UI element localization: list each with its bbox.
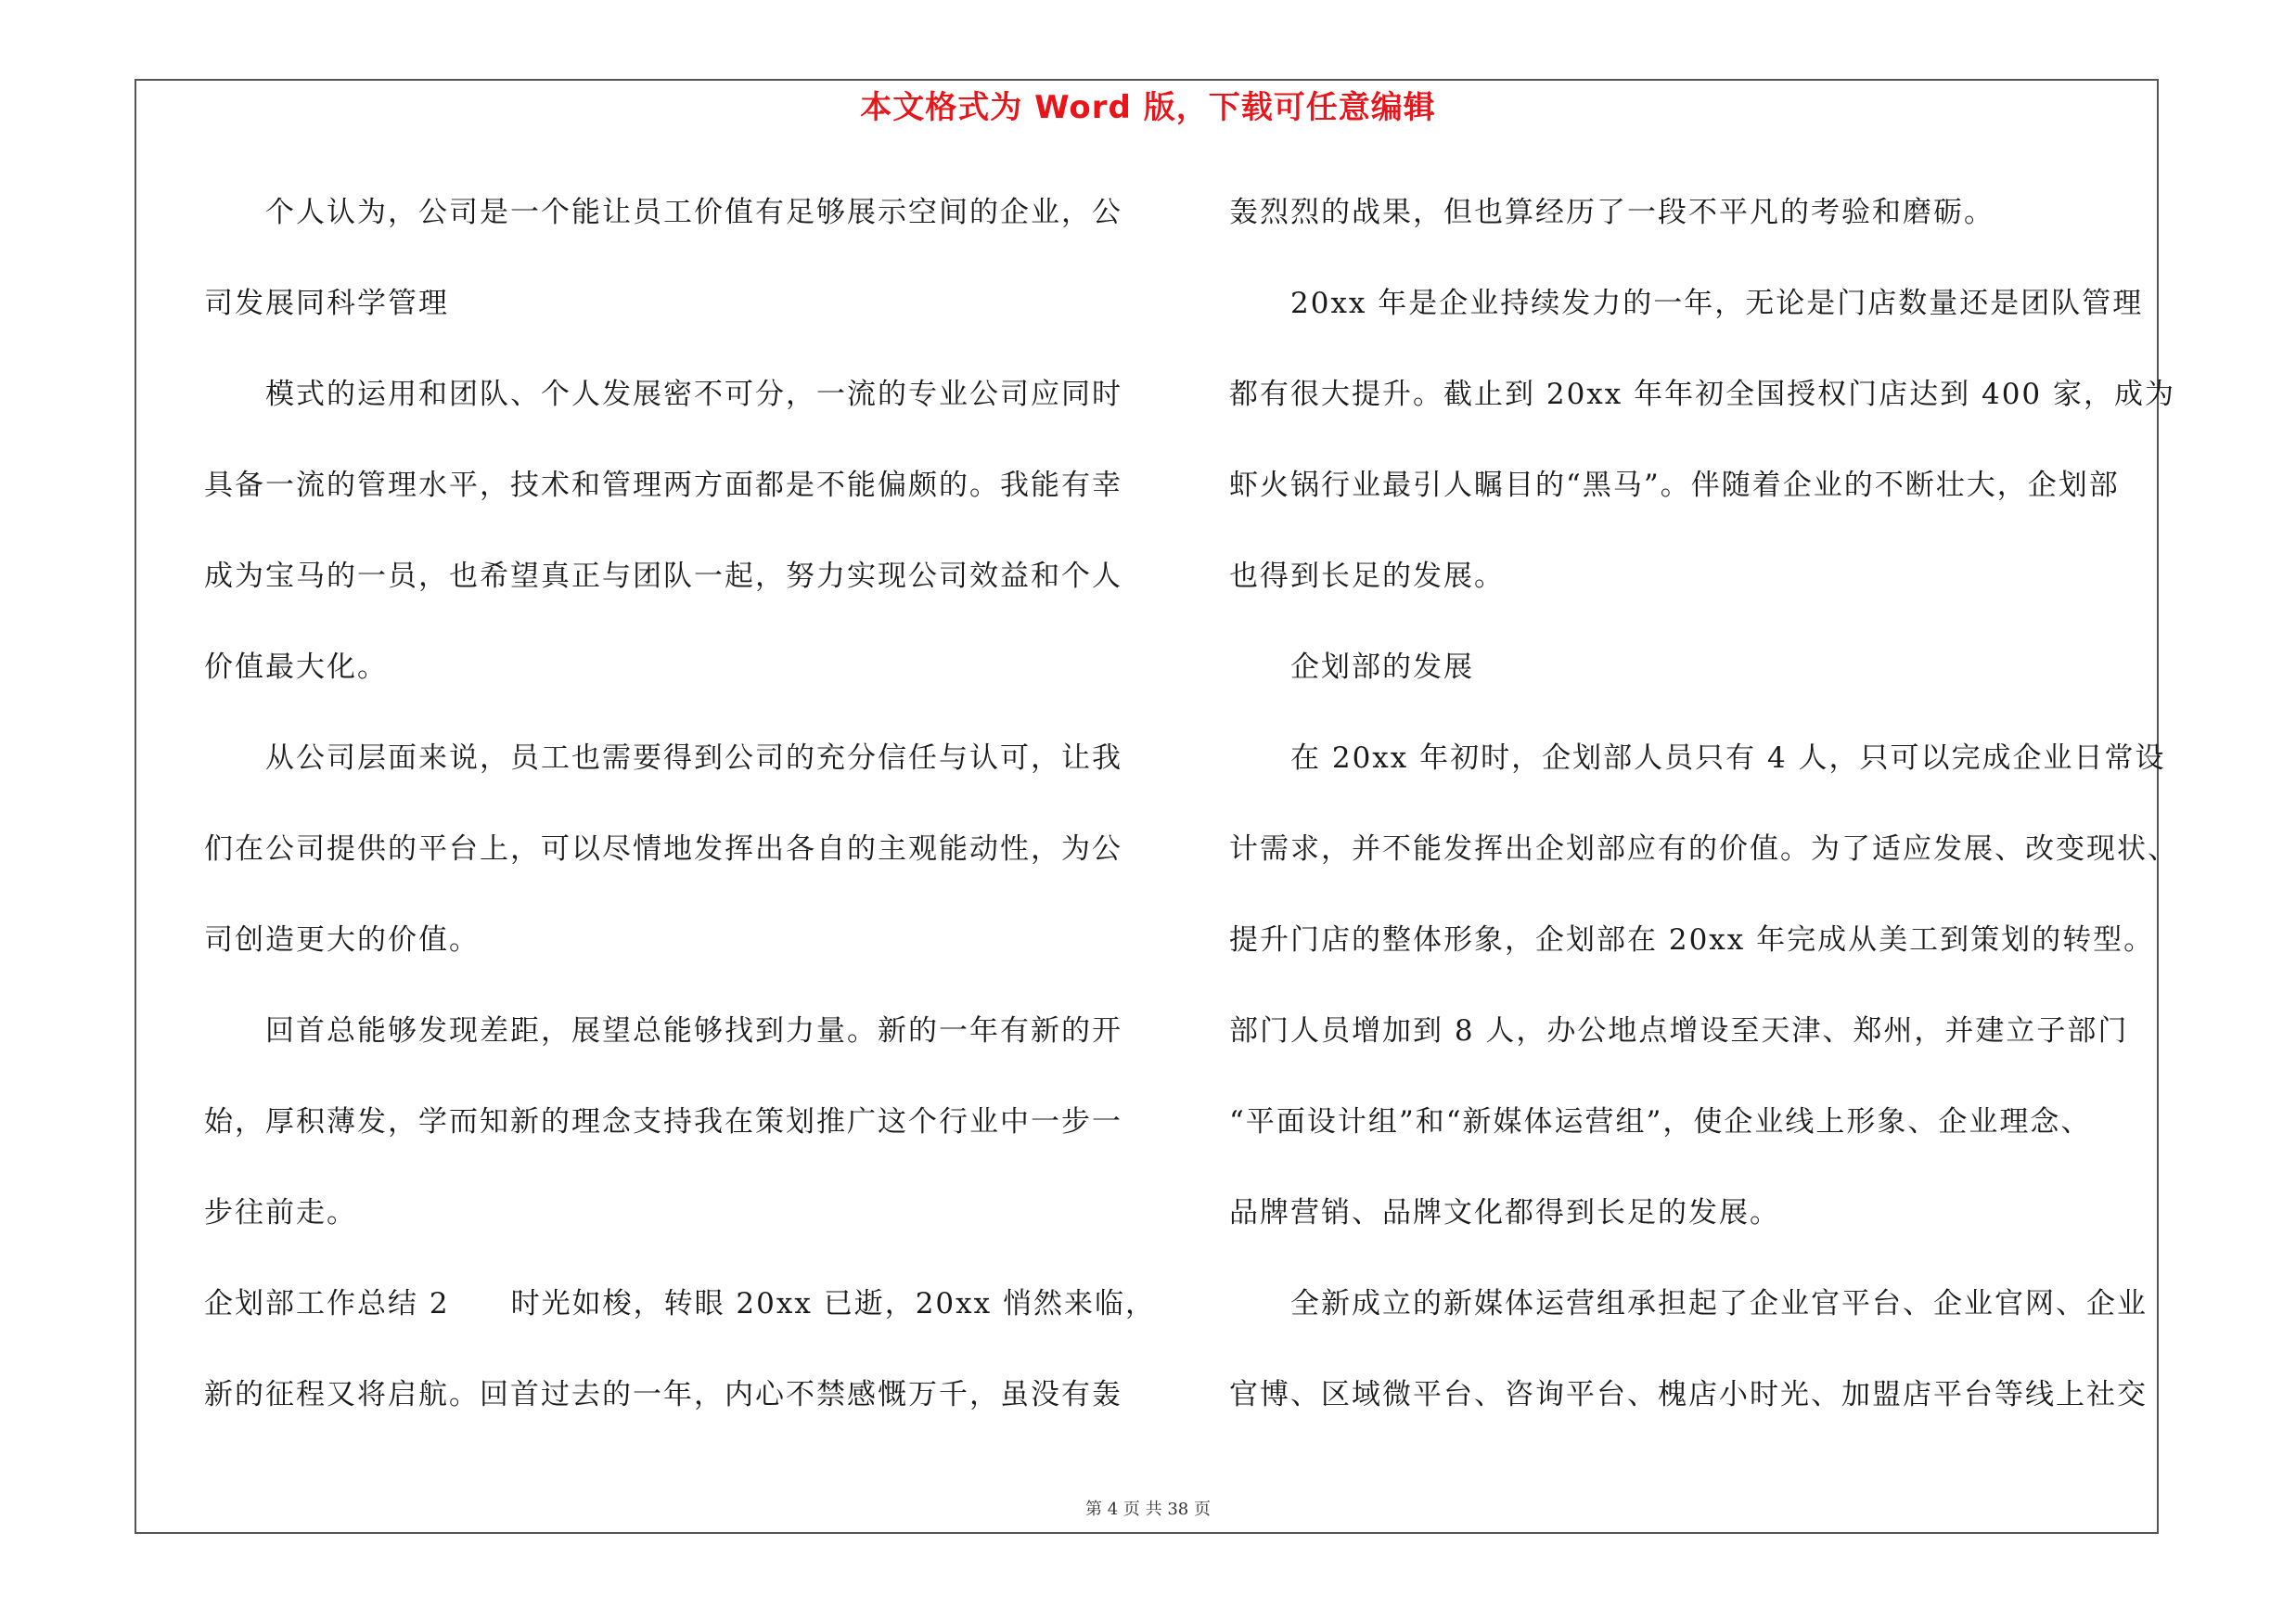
text-line: “平面设计组”和“新媒体运营组”，使企业线上形象、企业理念、	[1229, 1105, 2092, 1139]
text-line: 模式的运用和团队、个人发展密不可分，一流的专业公司应同时	[265, 378, 1122, 411]
text-line: 司发展同科学管理	[204, 287, 449, 320]
text-line: 们在公司提供的平台上，可以尽情地发挥出各自的主观能动性，为公	[204, 832, 1122, 866]
text-line: 企划部工作总结 2 时光如梭，转眼 20xx 已逝，20xx 悄然来临，	[204, 1287, 1156, 1320]
text-line: 提升门店的整体形象，企划部在 20xx 年完成从美工到策划的转型。	[1229, 923, 2155, 957]
text-line: 官博、区域微平台、咨询平台、槐店小时光、加盟店平台等线上社交	[1229, 1378, 2148, 1411]
text-line: 成为宝马的一员，也希望真正与团队一起，努力实现公司效益和个人	[204, 560, 1122, 593]
text-line: 始，厚积薄发，学而知新的理念支持我在策划推广这个行业中一步一	[204, 1105, 1122, 1139]
text-line: 品牌营销、品牌文化都得到长足的发展。	[1229, 1196, 1780, 1230]
left-column	[204, 186, 1156, 1459]
text-line: 具备一流的管理水平，技术和管理两方面都是不能偏颇的。我能有幸	[204, 469, 1122, 502]
text-line: 20xx 年是企业持续发力的一年，无论是门店数量还是团队管理	[1290, 287, 2144, 320]
text-line: 轰烈烈的战果，但也算经历了一段不平凡的考验和磨砺。	[1229, 196, 1995, 229]
text-line: 步往前走。	[204, 1196, 357, 1230]
text-line: 部门人员增加到 8 人，办公地点增设至天津、郑州，并建立子部门	[1229, 1014, 2129, 1048]
text-line: 回首总能够发现差距，展望总能够找到力量。新的一年有新的开	[265, 1014, 1122, 1048]
text-line: 全新成立的新媒体运营组承担起了企业官平台、企业官网、企业	[1290, 1287, 2148, 1320]
text-line: 企划部的发展	[1290, 650, 1474, 684]
text-line: 也得到长足的发展。	[1229, 560, 1505, 593]
text-line: 在 20xx 年初时，企划部人员只有 4 人，只可以完成企业日常设	[1290, 741, 2166, 775]
text-line: 司创造更大的价值。	[204, 923, 480, 957]
text-line: 虾火锅行业最引人瞩目的“黑马”。伴随着企业的不断壮大，企划部	[1229, 469, 2120, 502]
page-number-footer: 第 4 页 共 38 页	[1085, 1500, 1211, 1519]
text-line: 都有很大提升。截止到 20xx 年年初全国授权门店达到 400 家，成为	[1229, 378, 2175, 411]
text-line: 个人认为，公司是一个能让员工价值有足够展示空间的企业，公	[265, 196, 1122, 229]
text-line: 从公司层面来说，员工也需要得到公司的充分信任与认可，让我	[265, 741, 1122, 775]
text-line: 计需求，并不能发挥出企划部应有的价值。为了适应发展、改变现状、	[1229, 832, 2178, 866]
text-line: 新的征程又将启航。回首过去的一年，内心不禁感慨万千，虽没有轰	[204, 1378, 1122, 1411]
text-line: 价值最大化。	[204, 650, 388, 684]
format-banner: 本文格式为 Word 版，下载可任意编辑	[860, 89, 1436, 126]
right-column	[1229, 186, 2178, 1459]
